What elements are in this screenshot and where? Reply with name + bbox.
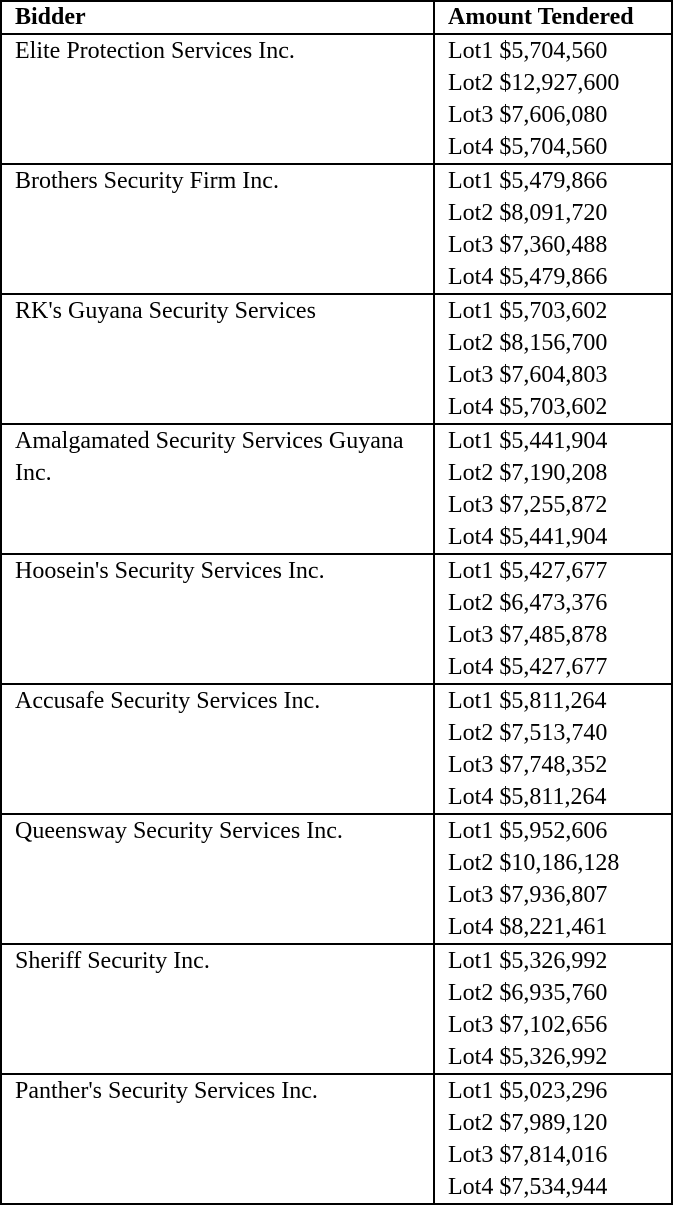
bidder-name: Accusafe Security Services Inc. (15, 688, 321, 714)
header-bidder: Bidder (1, 1, 434, 34)
header-row (1, 1, 672, 34)
bidder-name: Queensway Security Services Inc. (15, 818, 343, 844)
lot-amount: Lot3 $7,255,872 (448, 492, 608, 518)
lot-amount: Lot3 $7,748,352 (448, 752, 608, 778)
amount-cell (434, 294, 672, 424)
bidder-cell (1, 1074, 434, 1204)
table-row (1, 164, 672, 294)
amount-cell (434, 1074, 672, 1204)
lot-amount: Lot4 $5,427,677 (448, 654, 608, 680)
lot-amount: Lot2 $12,927,600 (448, 70, 620, 96)
lot-amount: Lot3 $7,360,488 (448, 232, 608, 258)
amount-cell (434, 814, 672, 944)
lot-amount: Lot1 $5,441,904 (448, 428, 608, 454)
lot-amount: Lot4 $5,441,904 (448, 524, 608, 550)
lot-amount: Lot2 $7,989,120 (448, 1110, 608, 1136)
table-row (1, 424, 672, 554)
lot-amount: Lot3 $7,936,807 (448, 882, 608, 908)
bidder-cell (1, 164, 434, 294)
amount-cell (434, 944, 672, 1074)
bidder-cell (1, 554, 434, 684)
lot-amount: Lot1 $5,326,992 (448, 948, 608, 974)
lot-amount: Lot2 $10,186,128 (448, 850, 620, 876)
amount-cell (434, 34, 672, 164)
bidder-name: Panther's Security Services Inc. (15, 1078, 318, 1104)
lot-amount: Lot4 $5,326,992 (448, 1044, 608, 1070)
table-row (1, 34, 672, 164)
lot-amount: Lot2 $6,473,376 (448, 590, 608, 616)
lot-amount: Lot1 $5,427,677 (448, 558, 608, 584)
lot-amount: Lot3 $7,102,656 (448, 1012, 608, 1038)
lot-amount: Lot4 $5,479,866 (448, 264, 608, 290)
lot-amount: Lot1 $5,704,560 (448, 38, 608, 64)
amount-cell (434, 164, 672, 294)
lot-amount: Lot1 $5,479,866 (448, 168, 608, 194)
lot-amount: Lot3 $7,814,016 (448, 1142, 608, 1168)
lot-amount: Lot4 $7,534,944 (448, 1174, 608, 1200)
table-row (1, 1074, 672, 1204)
bidder-cell (1, 34, 434, 164)
table-row (1, 944, 672, 1074)
bidder-cell (1, 294, 434, 424)
bidder-cell (1, 684, 434, 814)
lot-amount: Lot4 $5,811,264 (448, 784, 607, 810)
bidder-name: Elite Protection Services Inc. (15, 38, 295, 64)
amount-cell (434, 424, 672, 554)
bidder-cell (1, 424, 434, 554)
table-row (1, 554, 672, 684)
lot-amount: Lot4 $5,703,602 (448, 394, 608, 420)
lot-amount: Lot3 $7,604,803 (448, 362, 608, 388)
bidder-cell (1, 944, 434, 1074)
bidder-name: Amalgamated Security Services Guyana Inc. (15, 428, 404, 486)
table-row (1, 814, 672, 944)
lot-amount: Lot4 $5,704,560 (448, 134, 608, 160)
amount-cell (434, 684, 672, 814)
bidder-cell (1, 814, 434, 944)
bidder-name: Brothers Security Firm Inc. (15, 168, 279, 194)
table-row (1, 294, 672, 424)
lot-amount: Lot1 $5,952,606 (448, 818, 608, 844)
lot-amount: Lot2 $8,091,720 (448, 200, 608, 226)
lot-amount: Lot2 $8,156,700 (448, 330, 608, 356)
lot-amount: Lot2 $7,513,740 (448, 720, 608, 746)
lot-amount: Lot1 $5,811,264 (448, 688, 607, 714)
bidder-name: Hoosein's Security Services Inc. (15, 558, 325, 584)
bids-body (1, 34, 672, 1204)
lot-amount: Lot4 $8,221,461 (448, 914, 608, 940)
table-row (1, 684, 672, 814)
lot-amount: Lot3 $7,485,878 (448, 622, 608, 648)
bidder-name: RK's Guyana Security Services (15, 298, 316, 324)
lot-amount: Lot1 $5,703,602 (448, 298, 608, 324)
lot-amount: Lot2 $7,190,208 (448, 460, 608, 486)
lot-amount: Lot3 $7,606,080 (448, 102, 608, 128)
lot-amount: Lot1 $5,023,296 (448, 1078, 608, 1104)
lot-amount: Lot2 $6,935,760 (448, 980, 608, 1006)
amount-cell (434, 554, 672, 684)
header-amount-tendered: Amount Tendered (434, 1, 672, 34)
bidder-name: Sheriff Security Inc. (15, 948, 210, 974)
